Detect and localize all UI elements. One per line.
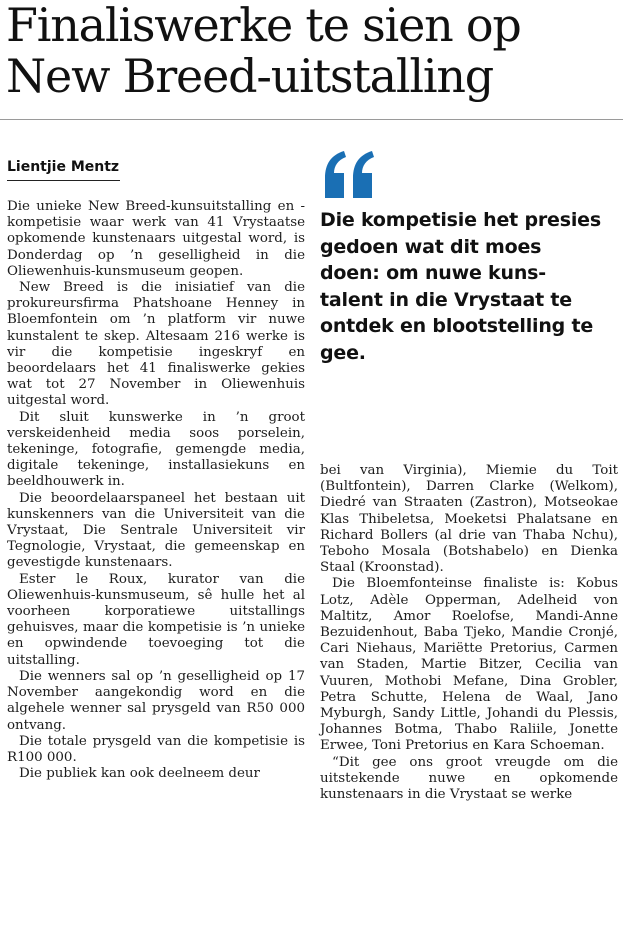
paragraph: Ester le Roux, kurator van die Oliewenhuis-kunsmuseum, sê hulle het al voorheen korporatiewe uitstallings gehuisves, maar die kompetisie is ’n unieke en opwindende toevoeging tot die uitstalling. xyxy=(7,571,305,668)
paragraph: Die wenners sal op ’n geselligheid op 17 November aangekondig word en die algehele wenner sal prysgeld van R50 000 ontvang. xyxy=(7,668,305,733)
pull-quote-line: Die kompetisie het presies xyxy=(320,209,601,231)
quote-icon xyxy=(322,150,377,200)
headline-line-1: Finaliswerke te sien op xyxy=(6,0,521,52)
pull-quote-line: doen: om nuwe kuns- xyxy=(320,262,546,284)
paragraph: Die totale prysgeld van die kompetisie is R100 000. xyxy=(7,733,305,765)
byline: Lientjie Mentz xyxy=(7,159,120,175)
pull-quote xyxy=(320,207,610,366)
article-column-right xyxy=(320,463,618,803)
paragraph: bei van Virginia), Miemie du Toit (Bultfontein), Darren Clarke (Welkom), Diedré van Straaten (Zastron), Motseokae Klas Thibeletsa, Moeketsi Phalatsane en Richard Bollers (al drie van Thaba Nchu), Teboho Mosala (Botshabelo) en Dienka Staal (Kroonstad). xyxy=(320,463,618,576)
pull-quote-line: ontdek en blootstelling te xyxy=(320,315,594,337)
paragraph: Die beoordelaarspaneel het bestaan uit kunskenners van die Universiteit van die Vrystaat, Die Sentrale Universiteit vir Tegnologie, Vrystaat, die gemeenskap en gevestigde kunstenaars. xyxy=(7,490,305,571)
headline-line-2: New Breed-uitstalling xyxy=(6,49,494,103)
pull-quote-line: talent in die Vrystaat te xyxy=(320,288,572,311)
headline xyxy=(6,0,618,102)
paragraph: Die publiek kan ook deelneem deur xyxy=(19,766,260,782)
pull-quote-line: gedoen wat dit moes xyxy=(320,235,542,258)
headline-divider xyxy=(0,119,623,120)
paragraph: Die unieke New Breed-kunsuitstalling en -kompetisie waar werk van 41 Vrystaatse opkomende kunstenaars uitgestal word, is Donderdag op ’n geselligheid in die Oliewenhuis-kunsmuseum geopen. xyxy=(7,199,305,279)
byline-underline xyxy=(7,180,120,181)
paragraph: “Dit gee ons groot vreugde om die uitstekende nuwe en opkomende kunstenaars in die Vrystaat se werke xyxy=(320,754,618,803)
paragraph: New Breed is die inisiatief van die prokureursfirma Phatshoane Henney in Bloemfontein om ’n platform vir nuwe kunstalent te skep. Altesaam 216 werke is vir die kompetisie ingeskryf en beoordelaars het 41 finaliswerke gekies wat tot 27 November in Oliewenhuis uitgestal word. xyxy=(7,280,305,409)
paragraph: Dit sluit kunswerke in ’n groot verskeidenheid media soos porselein, tekeninge, fotografie, gemengde media, digitale tekeninge, installasiekuns en beeldhouwerk in. xyxy=(7,409,305,490)
paragraph: Die Bloemfonteinse finaliste is: Kobus Lotz, Adèle Opperman, Adelheid von Maltitz, Amor Roelofse, Mandi-Anne Bezuidenhout, Baba Tjeko, Mandie Cronjé, Cari Niehaus, Mariëtte Pretorius, Carmen van Staden, Martie Bitzer, Cecilia van Vuuren, Mothobi Mefane, Dina Grobler, Petra Schutte, Helena de Waal, Jano Myburgh, Sandy Little, Johandi du Plessis, Johannes Botma, Thabo Raliile, Jonette Erwee, Toni Pretorius en Kara Schoeman. xyxy=(320,576,618,754)
article-column-left xyxy=(7,199,305,782)
pull-quote-line: gee. xyxy=(320,341,366,364)
